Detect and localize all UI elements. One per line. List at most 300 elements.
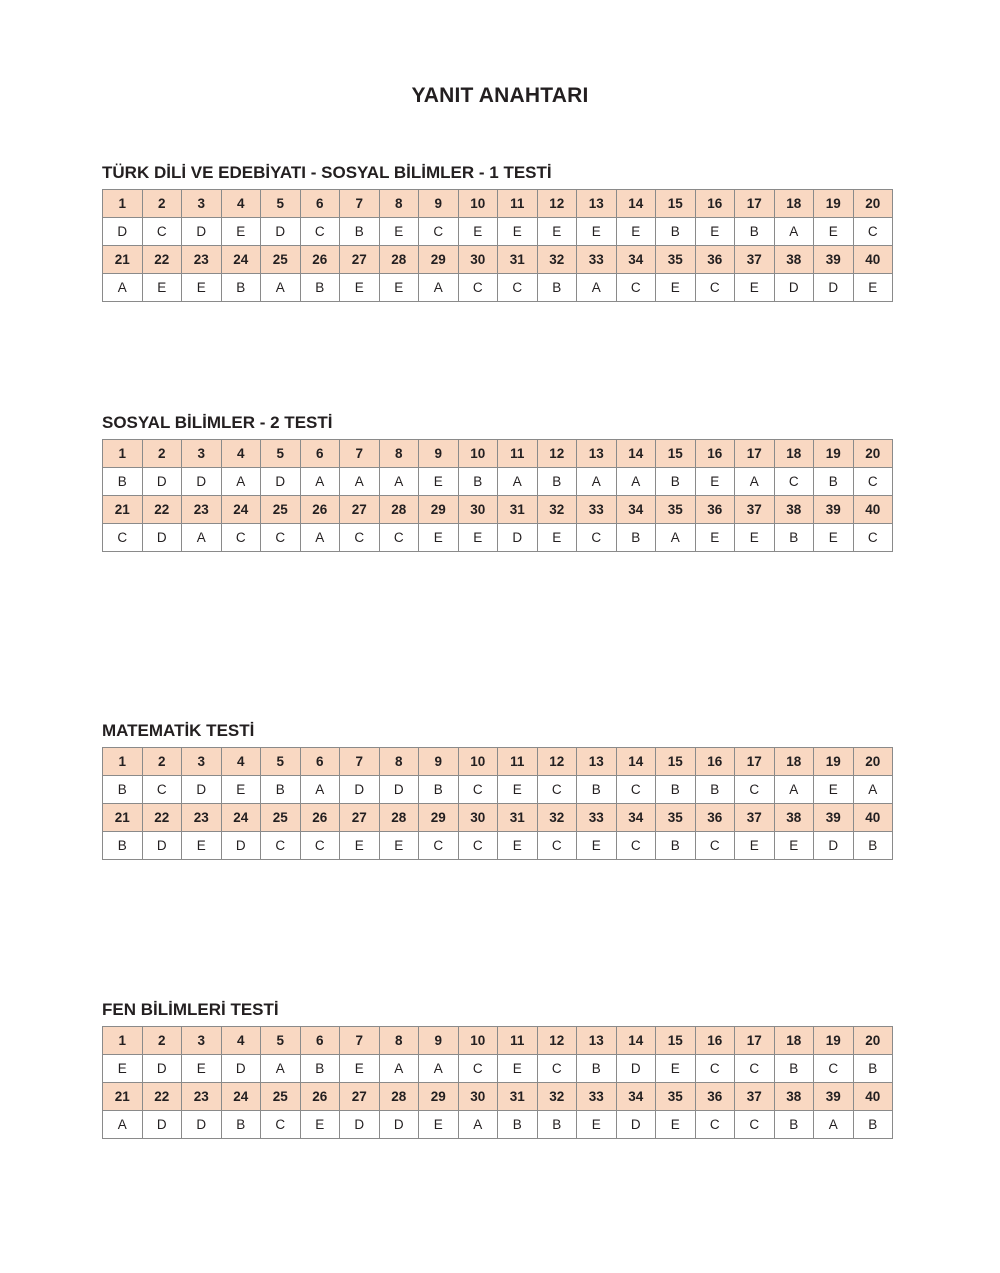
answer-cell: C	[616, 274, 656, 302]
question-number-cell: 29	[419, 246, 459, 274]
question-number-cell: 38	[774, 1083, 814, 1111]
answer-row	[103, 274, 893, 302]
question-number-cell: 13	[577, 440, 617, 468]
answer-cell: C	[458, 832, 498, 860]
answer-cell: C	[103, 524, 143, 552]
question-number-cell: 32	[537, 1083, 577, 1111]
answer-cell: C	[221, 524, 261, 552]
question-number-cell: 40	[853, 496, 893, 524]
answer-cell: C	[695, 1055, 735, 1083]
question-number-cell: 9	[419, 748, 459, 776]
answer-cell: E	[695, 218, 735, 246]
answer-cell: D	[616, 1111, 656, 1139]
answer-cell: E	[458, 524, 498, 552]
question-number-cell: 14	[616, 190, 656, 218]
answer-cell: D	[142, 832, 182, 860]
question-number-cell: 16	[695, 1027, 735, 1055]
question-number-cell: 23	[182, 246, 222, 274]
answer-cell: B	[537, 1111, 577, 1139]
answer-cell: C	[735, 1055, 775, 1083]
question-number-row	[103, 1083, 893, 1111]
question-number-cell: 35	[656, 496, 696, 524]
answer-row	[103, 468, 893, 496]
question-number-cell: 9	[419, 1027, 459, 1055]
answer-cell: C	[142, 218, 182, 246]
answer-cell: B	[616, 524, 656, 552]
question-number-cell: 39	[814, 1083, 854, 1111]
answer-cell: E	[300, 1111, 340, 1139]
question-number-cell: 15	[656, 190, 696, 218]
answer-cell: D	[182, 776, 222, 804]
answer-cell: E	[379, 274, 419, 302]
answer-cell: E	[656, 274, 696, 302]
question-number-cell: 16	[695, 190, 735, 218]
answer-cell: C	[814, 1055, 854, 1083]
answer-row	[103, 776, 893, 804]
question-number-cell: 27	[340, 246, 380, 274]
question-number-cell: 4	[221, 1027, 261, 1055]
question-number-cell: 10	[458, 440, 498, 468]
answer-cell: E	[142, 274, 182, 302]
answer-cell: B	[300, 274, 340, 302]
answer-cell: E	[340, 1055, 380, 1083]
answer-cell: C	[458, 1055, 498, 1083]
question-number-cell: 29	[419, 1083, 459, 1111]
question-number-cell: 39	[814, 246, 854, 274]
question-number-cell: 31	[498, 804, 538, 832]
question-number-row	[103, 496, 893, 524]
question-number-cell: 33	[577, 1083, 617, 1111]
question-number-cell: 8	[379, 190, 419, 218]
answer-cell: D	[774, 274, 814, 302]
question-number-cell: 28	[379, 496, 419, 524]
answer-cell: A	[419, 1055, 459, 1083]
question-number-cell: 26	[300, 246, 340, 274]
question-number-cell: 35	[656, 246, 696, 274]
answer-cell: E	[340, 274, 380, 302]
question-number-row	[103, 804, 893, 832]
question-number-cell: 9	[419, 190, 459, 218]
question-number-row	[103, 246, 893, 274]
question-number-cell: 7	[340, 1027, 380, 1055]
answer-cell: E	[182, 1055, 222, 1083]
answer-cell: E	[419, 524, 459, 552]
answer-cell: B	[221, 1111, 261, 1139]
question-number-cell: 6	[300, 440, 340, 468]
answer-cell: E	[379, 832, 419, 860]
question-number-cell: 25	[261, 246, 301, 274]
answer-cell: C	[261, 832, 301, 860]
answer-cell: D	[261, 468, 301, 496]
answer-cell: A	[182, 524, 222, 552]
answer-cell: E	[182, 832, 222, 860]
page-title: YANIT ANAHTARI	[411, 84, 589, 107]
question-number-cell: 21	[103, 804, 143, 832]
answer-cell: E	[340, 832, 380, 860]
question-number-cell: 11	[498, 190, 538, 218]
question-number-cell: 37	[735, 804, 775, 832]
question-number-cell: 20	[853, 190, 893, 218]
answer-cell: B	[221, 274, 261, 302]
answer-cell: C	[458, 274, 498, 302]
question-number-cell: 34	[616, 496, 656, 524]
question-number-cell: 33	[577, 496, 617, 524]
answer-cell: E	[498, 218, 538, 246]
question-number-cell: 1	[103, 440, 143, 468]
question-number-cell: 2	[142, 440, 182, 468]
answer-cell: B	[103, 776, 143, 804]
answer-cell: C	[458, 776, 498, 804]
question-number-cell: 16	[695, 440, 735, 468]
answer-cell: A	[419, 274, 459, 302]
answer-cell: B	[419, 776, 459, 804]
question-number-cell: 20	[853, 748, 893, 776]
answer-cell: B	[656, 218, 696, 246]
answer-cell: C	[300, 218, 340, 246]
answer-cell: E	[103, 1055, 143, 1083]
answer-cell: D	[142, 1111, 182, 1139]
section-title: TÜRK DİLİ VE EDEBİYATI - SOSYAL BİLİMLER - 1 TESTİ	[102, 163, 552, 182]
question-number-cell: 7	[340, 190, 380, 218]
question-number-cell: 21	[103, 246, 143, 274]
question-number-cell: 27	[340, 804, 380, 832]
answer-cell: B	[537, 274, 577, 302]
answer-cell: E	[616, 218, 656, 246]
question-number-cell: 40	[853, 1083, 893, 1111]
question-number-cell: 30	[458, 1083, 498, 1111]
answer-cell: B	[774, 1111, 814, 1139]
answer-cell: E	[419, 468, 459, 496]
answer-row	[103, 1055, 893, 1083]
answer-cell: A	[577, 274, 617, 302]
question-number-cell: 6	[300, 190, 340, 218]
question-number-cell: 1	[103, 190, 143, 218]
answer-row	[103, 1111, 893, 1139]
question-number-cell: 4	[221, 440, 261, 468]
answer-cell: B	[853, 1111, 893, 1139]
answer-cell: C	[419, 218, 459, 246]
answer-cell: B	[656, 832, 696, 860]
answer-cell: C	[695, 274, 735, 302]
answer-cell: E	[814, 776, 854, 804]
question-number-cell: 18	[774, 440, 814, 468]
answer-cell: C	[695, 1111, 735, 1139]
question-number-cell: 2	[142, 1027, 182, 1055]
answer-cell: C	[577, 524, 617, 552]
question-number-cell: 27	[340, 496, 380, 524]
question-number-cell: 8	[379, 1027, 419, 1055]
answer-cell: A	[853, 776, 893, 804]
answer-cell: A	[735, 468, 775, 496]
question-number-cell: 35	[656, 804, 696, 832]
answer-key-table	[102, 189, 893, 302]
answer-cell: E	[221, 218, 261, 246]
answer-cell: B	[340, 218, 380, 246]
question-number-cell: 10	[458, 190, 498, 218]
question-number-cell: 24	[221, 804, 261, 832]
answer-cell: E	[735, 274, 775, 302]
question-number-cell: 15	[656, 440, 696, 468]
question-number-cell: 30	[458, 804, 498, 832]
question-number-cell: 39	[814, 804, 854, 832]
question-number-cell: 37	[735, 496, 775, 524]
answer-cell: A	[261, 1055, 301, 1083]
question-number-cell: 28	[379, 804, 419, 832]
answer-cell: A	[498, 468, 538, 496]
answer-cell: E	[537, 218, 577, 246]
question-number-cell: 21	[103, 1083, 143, 1111]
question-number-cell: 31	[498, 496, 538, 524]
question-number-cell: 14	[616, 1027, 656, 1055]
answer-cell: D	[616, 1055, 656, 1083]
question-number-cell: 12	[537, 190, 577, 218]
question-number-cell: 5	[261, 1027, 301, 1055]
answer-cell: B	[853, 1055, 893, 1083]
answer-cell: E	[577, 1111, 617, 1139]
question-number-cell: 20	[853, 1027, 893, 1055]
question-number-cell: 25	[261, 496, 301, 524]
section-matematik	[102, 719, 894, 860]
answer-cell: B	[300, 1055, 340, 1083]
answer-cell: D	[221, 832, 261, 860]
question-number-cell: 36	[695, 1083, 735, 1111]
answer-cell: A	[656, 524, 696, 552]
answer-cell: C	[853, 468, 893, 496]
answer-cell: A	[577, 468, 617, 496]
answer-cell: B	[103, 832, 143, 860]
answer-cell: B	[537, 468, 577, 496]
answer-cell: C	[537, 1055, 577, 1083]
question-number-cell: 31	[498, 246, 538, 274]
question-number-cell: 12	[537, 440, 577, 468]
question-number-cell: 3	[182, 1027, 222, 1055]
question-number-cell: 13	[577, 1027, 617, 1055]
answer-cell: A	[103, 274, 143, 302]
answer-cell: A	[774, 218, 814, 246]
question-number-cell: 13	[577, 190, 617, 218]
question-number-cell: 31	[498, 1083, 538, 1111]
answer-cell: B	[735, 218, 775, 246]
answer-row	[103, 832, 893, 860]
answer-cell: B	[577, 1055, 617, 1083]
question-number-cell: 2	[142, 748, 182, 776]
question-number-cell: 36	[695, 246, 735, 274]
answer-cell: A	[300, 468, 340, 496]
question-number-row	[103, 1027, 893, 1055]
question-number-cell: 22	[142, 804, 182, 832]
answer-cell: C	[379, 524, 419, 552]
answer-cell: D	[221, 1055, 261, 1083]
answer-cell: C	[537, 776, 577, 804]
question-number-cell: 3	[182, 748, 222, 776]
answer-cell: B	[656, 468, 696, 496]
question-number-cell: 40	[853, 804, 893, 832]
answer-cell: E	[419, 1111, 459, 1139]
question-number-cell: 20	[853, 440, 893, 468]
question-number-cell: 6	[300, 1027, 340, 1055]
answer-cell: B	[577, 776, 617, 804]
question-number-cell: 26	[300, 496, 340, 524]
answer-cell: E	[656, 1055, 696, 1083]
answer-cell: A	[379, 1055, 419, 1083]
question-number-cell: 25	[261, 1083, 301, 1111]
question-number-cell: 17	[735, 190, 775, 218]
answer-cell: E	[695, 524, 735, 552]
answer-cell: D	[261, 218, 301, 246]
question-number-cell: 7	[340, 440, 380, 468]
question-number-cell: 38	[774, 246, 814, 274]
section-sosyal-2	[102, 411, 894, 552]
question-number-cell: 29	[419, 804, 459, 832]
answer-cell: A	[774, 776, 814, 804]
answer-cell: E	[498, 832, 538, 860]
question-number-cell: 30	[458, 496, 498, 524]
answer-cell: D	[814, 274, 854, 302]
answer-row	[103, 524, 893, 552]
question-number-cell: 10	[458, 1027, 498, 1055]
answer-cell: B	[261, 776, 301, 804]
answer-key-table	[102, 439, 893, 552]
answer-cell: C	[300, 832, 340, 860]
question-number-cell: 16	[695, 748, 735, 776]
question-number-cell: 40	[853, 246, 893, 274]
question-number-cell: 8	[379, 440, 419, 468]
question-number-cell: 32	[537, 804, 577, 832]
answer-cell: E	[577, 218, 617, 246]
question-number-cell: 12	[537, 1027, 577, 1055]
question-number-cell: 14	[616, 440, 656, 468]
answer-cell: E	[735, 832, 775, 860]
section-title: FEN BİLİMLERİ TESTİ	[102, 1000, 279, 1019]
question-number-cell: 24	[221, 246, 261, 274]
section-title: SOSYAL BİLİMLER - 2 TESTİ	[102, 413, 333, 432]
answer-cell: C	[616, 832, 656, 860]
answer-cell: D	[498, 524, 538, 552]
question-number-cell: 2	[142, 190, 182, 218]
question-number-cell: 37	[735, 246, 775, 274]
question-number-cell: 26	[300, 804, 340, 832]
answer-cell: C	[340, 524, 380, 552]
answer-cell: B	[695, 776, 735, 804]
question-number-cell: 30	[458, 246, 498, 274]
question-number-cell: 18	[774, 1027, 814, 1055]
question-number-cell: 34	[616, 246, 656, 274]
answer-cell: C	[261, 524, 301, 552]
question-number-cell: 4	[221, 748, 261, 776]
answer-cell: C	[419, 832, 459, 860]
question-number-cell: 19	[814, 1027, 854, 1055]
answer-cell: A	[221, 468, 261, 496]
question-number-cell: 34	[616, 804, 656, 832]
answer-cell: A	[261, 274, 301, 302]
answer-row	[103, 218, 893, 246]
question-number-cell: 15	[656, 1027, 696, 1055]
question-number-cell: 19	[814, 190, 854, 218]
question-number-cell: 10	[458, 748, 498, 776]
answer-cell: B	[774, 524, 814, 552]
question-number-cell: 33	[577, 804, 617, 832]
answer-cell: D	[182, 468, 222, 496]
answer-cell: E	[379, 218, 419, 246]
question-number-cell: 18	[774, 748, 814, 776]
answer-cell: C	[735, 776, 775, 804]
question-number-cell: 1	[103, 1027, 143, 1055]
answer-cell: E	[498, 776, 538, 804]
answer-cell: C	[498, 274, 538, 302]
question-number-cell: 14	[616, 748, 656, 776]
question-number-cell: 21	[103, 496, 143, 524]
answer-cell: B	[814, 468, 854, 496]
answer-cell: E	[814, 524, 854, 552]
question-number-cell: 28	[379, 246, 419, 274]
question-number-cell: 37	[735, 1083, 775, 1111]
question-number-cell: 34	[616, 1083, 656, 1111]
question-number-cell: 1	[103, 748, 143, 776]
question-number-cell: 5	[261, 748, 301, 776]
answer-cell: A	[340, 468, 380, 496]
question-number-cell: 15	[656, 748, 696, 776]
answer-cell: A	[379, 468, 419, 496]
section-turk-dili-sosyal-1	[102, 161, 894, 302]
answer-cell: E	[577, 832, 617, 860]
question-number-row	[103, 748, 893, 776]
question-number-cell: 3	[182, 440, 222, 468]
answer-cell: B	[656, 776, 696, 804]
answer-key-table	[102, 1026, 893, 1139]
question-number-cell: 36	[695, 496, 735, 524]
answer-key-table	[102, 747, 893, 860]
question-number-cell: 38	[774, 804, 814, 832]
answer-cell: E	[458, 218, 498, 246]
question-number-cell: 12	[537, 748, 577, 776]
question-number-cell: 23	[182, 804, 222, 832]
question-number-cell: 11	[498, 748, 538, 776]
answer-cell: D	[340, 1111, 380, 1139]
question-number-cell: 11	[498, 1027, 538, 1055]
answer-cell: E	[853, 274, 893, 302]
question-number-cell: 9	[419, 440, 459, 468]
answer-cell: D	[142, 524, 182, 552]
answer-cell: E	[537, 524, 577, 552]
question-number-cell: 23	[182, 496, 222, 524]
question-number-cell: 5	[261, 440, 301, 468]
answer-cell: B	[774, 1055, 814, 1083]
answer-cell: D	[142, 468, 182, 496]
question-number-row	[103, 190, 893, 218]
section-title: MATEMATİK TESTİ	[102, 721, 255, 740]
answer-cell: A	[300, 776, 340, 804]
answer-cell: E	[221, 776, 261, 804]
question-number-cell: 28	[379, 1083, 419, 1111]
question-number-cell: 13	[577, 748, 617, 776]
question-number-cell: 24	[221, 1083, 261, 1111]
answer-cell: E	[656, 1111, 696, 1139]
answer-cell: D	[379, 1111, 419, 1139]
answer-cell: E	[498, 1055, 538, 1083]
question-number-cell: 24	[221, 496, 261, 524]
question-number-cell: 29	[419, 496, 459, 524]
answer-cell: C	[537, 832, 577, 860]
answer-cell: E	[735, 524, 775, 552]
answer-cell: B	[103, 468, 143, 496]
question-number-cell: 19	[814, 440, 854, 468]
answer-cell: C	[774, 468, 814, 496]
answer-cell: D	[814, 832, 854, 860]
answer-cell: A	[616, 468, 656, 496]
question-number-cell: 38	[774, 496, 814, 524]
question-number-cell: 32	[537, 246, 577, 274]
question-number-cell: 18	[774, 190, 814, 218]
